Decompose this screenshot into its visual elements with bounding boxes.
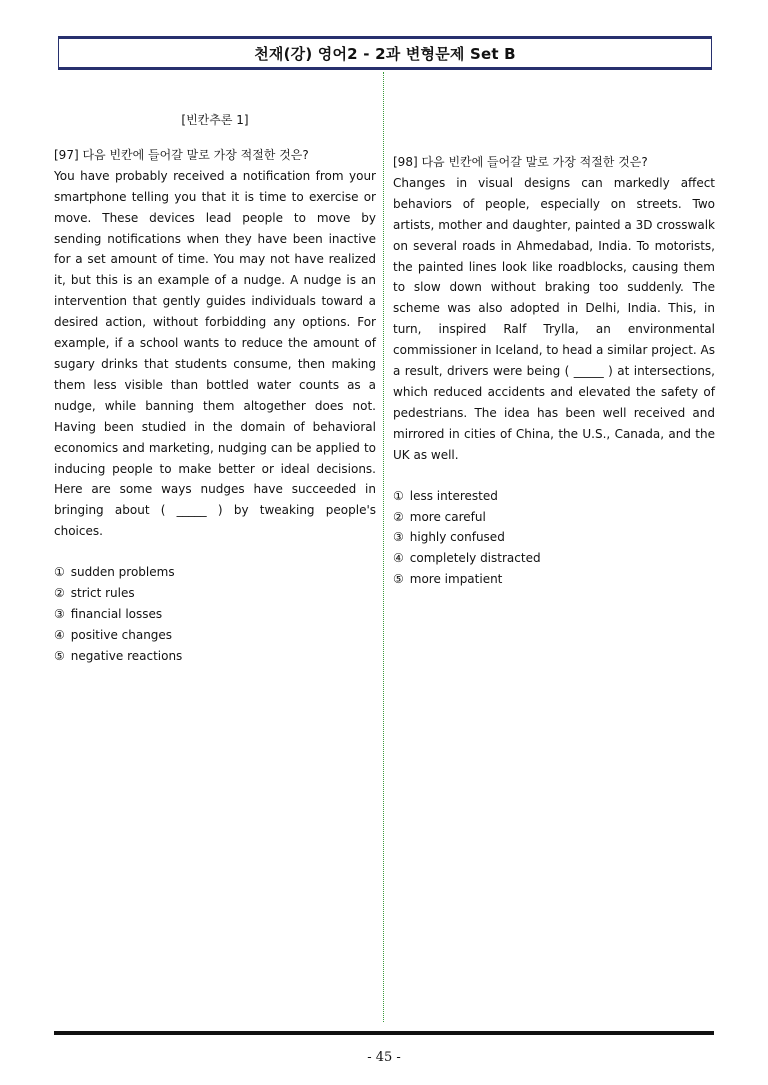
choice-number: ① — [393, 488, 404, 503]
choice-number: ① — [54, 565, 65, 580]
page-number: - 45 - — [367, 1050, 401, 1065]
choice-text: more impatient — [409, 572, 503, 587]
choice-text: strict rules — [70, 586, 135, 601]
choice-item — [54, 604, 376, 625]
choice-item — [54, 646, 376, 667]
choice-number: ④ — [54, 627, 65, 642]
choice-text: less interested — [409, 488, 498, 503]
choice-item — [54, 583, 376, 604]
column-divider — [383, 72, 384, 1022]
choice-number: ⑤ — [54, 648, 65, 663]
choice-number: ③ — [54, 606, 65, 621]
left-column — [54, 110, 376, 667]
choice-item — [393, 527, 715, 548]
choice-item — [393, 569, 715, 590]
question-98-passage: Changes in visual designs can markedly affect behaviors of people, especially on streets. Two artists, mother and daughter, painted a 3D crosswalk on several roads in Ahmedabad, India. To motorists, the painted lines look like roadblocks, causing them to slow down without braking too suddenly. The scheme was also adopted in Delhi, India. This, in turn, inspired Ralf Trylla, an environmental commissioner in Iceland, to head a similar project. As a result, drivers were being ( _____ ) at intersections, which reduced accidents and elevated the safety of pedestrians. The idea has been well received and mirrored in cities of China, the U.S., Canada, and the UK as well. — [393, 175, 715, 462]
question-97-choices — [54, 562, 376, 667]
choice-text: sudden problems — [70, 565, 175, 580]
page-title: 천재(강) 영어2 - 2과 변형문제 Set B — [58, 36, 712, 70]
choice-text: positive changes — [70, 627, 173, 642]
question-97-passage: You have probably received a notification from your smartphone telling you that it is time to exercise or move. These devices lead people to move by sending notifications when they have been inactive for a set amount of time. You may not have realized it, but this is an example of a nudge. A nudge is an intervention that gently guides individuals toward a desired action, without forbidding any options. For example, if a school wants to reduce the amount of sugary drinks that students consume, then making them less visible than bottled water counts as a nudge, while banning them altogether does not. Having been studied in the domain of behavioral economics and marketing, nudging can be applied to inducing people to make better or ideal decisions. Here are some ways nudges have succeeded in bringing about ( _____ ) by tweaking people's choices. — [54, 168, 376, 539]
section-label: [빈칸추론 1] — [181, 113, 249, 127]
choice-item — [54, 625, 376, 646]
footer-rule — [54, 1031, 714, 1035]
right-column — [393, 152, 715, 590]
choice-number: ⑤ — [393, 572, 404, 587]
choice-text: negative reactions — [70, 648, 183, 663]
choice-text: completely distracted — [409, 551, 541, 566]
choice-number: ③ — [393, 530, 404, 545]
question-97-heading: [97] 다음 빈칸에 들어갈 말로 가장 적절한 것은? — [54, 147, 309, 162]
choice-text: more careful — [409, 509, 486, 524]
choice-number: ② — [54, 586, 65, 601]
question-98-choices — [393, 486, 715, 591]
question-98-heading: [98] 다음 빈칸에 들어갈 말로 가장 적절한 것은? — [393, 155, 648, 169]
choice-item — [54, 562, 376, 583]
choice-number: ④ — [393, 551, 404, 566]
choice-number: ② — [393, 509, 404, 524]
choice-item — [393, 507, 715, 528]
choice-item — [393, 548, 715, 569]
choice-item — [393, 486, 715, 507]
choice-text: financial losses — [70, 606, 163, 621]
choice-text: highly confused — [409, 530, 505, 545]
